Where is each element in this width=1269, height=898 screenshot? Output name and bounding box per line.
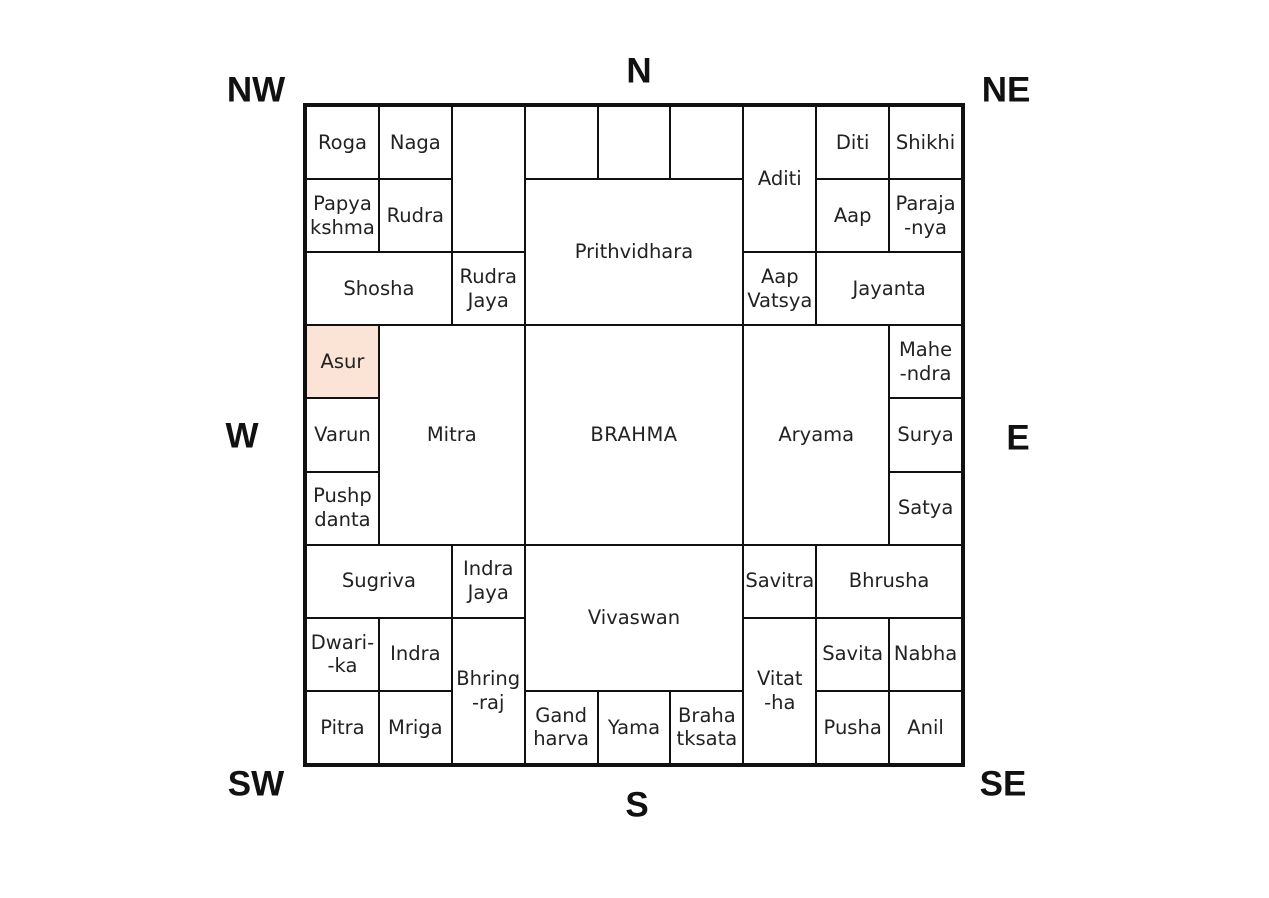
cell-savitra: Savitra (743, 545, 816, 618)
cell-pusha: Pusha (816, 691, 889, 764)
cell-papyakshma: Papya kshma (306, 179, 379, 252)
cell-pushpdanta: Pushp danta (306, 472, 379, 545)
cell-bhrusha: Bhrusha (816, 545, 962, 618)
cell-rudra-jaya: Rudra Jaya (452, 252, 525, 325)
cell-aditi: Aditi (743, 106, 816, 252)
cell-mitra: Mitra (379, 325, 525, 544)
cell-satya: Satya (889, 472, 962, 545)
cell-diti: Diti (816, 106, 889, 179)
cell-mahendra: Mahe -ndra (889, 325, 962, 398)
cell-blank-north-1 (525, 106, 598, 179)
cell-jayanta: Jayanta (816, 252, 962, 325)
cell-savita: Savita (816, 618, 889, 691)
direction-north-label: N (626, 51, 652, 91)
cell-shosha: Shosha (306, 252, 452, 325)
cell-blank-north-3 (670, 106, 743, 179)
cell-blank-north-2 (598, 106, 671, 179)
cell-indra-jaya: Indra Jaya (452, 545, 525, 618)
cell-aap-vatsya: Aap Vatsya (743, 252, 816, 325)
cell-brahma: BRAHMA (525, 325, 744, 544)
cell-naga: Naga (379, 106, 452, 179)
cell-aap: Aap (816, 179, 889, 252)
direction-southwest-label: SW (227, 764, 285, 804)
cell-shikhi: Shikhi (889, 106, 962, 179)
cell-prithvidhara: Prithvidhara (525, 179, 744, 325)
cell-nabha: Nabha (889, 618, 962, 691)
cell-indra: Indra (379, 618, 452, 691)
cell-roga: Roga (306, 106, 379, 179)
cell-sugriva: Sugriva (306, 545, 452, 618)
cell-blank-nw-strip (452, 106, 525, 252)
cell-asur: Asur (306, 325, 379, 398)
cell-bhringraj: Bhring -raj (452, 618, 525, 764)
cell-gandharva: Gand harva (525, 691, 598, 764)
cell-brahatksata: Braha tksata (670, 691, 743, 764)
direction-west-label: W (225, 416, 259, 456)
cell-anil: Anil (889, 691, 962, 764)
cell-vivaswan: Vivaswan (525, 545, 744, 691)
cell-pitra: Pitra (306, 691, 379, 764)
cell-parajanya: Paraja -nya (889, 179, 962, 252)
cell-rudra: Rudra (379, 179, 452, 252)
cell-dwarika: Dwari- -ka (306, 618, 379, 691)
direction-northeast-label: NE (981, 70, 1031, 110)
cell-yama: Yama (598, 691, 671, 764)
direction-southeast-label: SE (979, 764, 1027, 804)
cell-varun: Varun (306, 398, 379, 471)
mandala-grid (303, 103, 965, 767)
cell-aryama: Aryama (743, 325, 889, 544)
direction-south-label: S (625, 785, 649, 825)
cell-vitatha: Vitat -ha (743, 618, 816, 764)
cell-mriga: Mriga (379, 691, 452, 764)
direction-northwest-label: NW (226, 70, 286, 110)
cell-surya: Surya (889, 398, 962, 471)
direction-east-label: E (1006, 418, 1030, 458)
